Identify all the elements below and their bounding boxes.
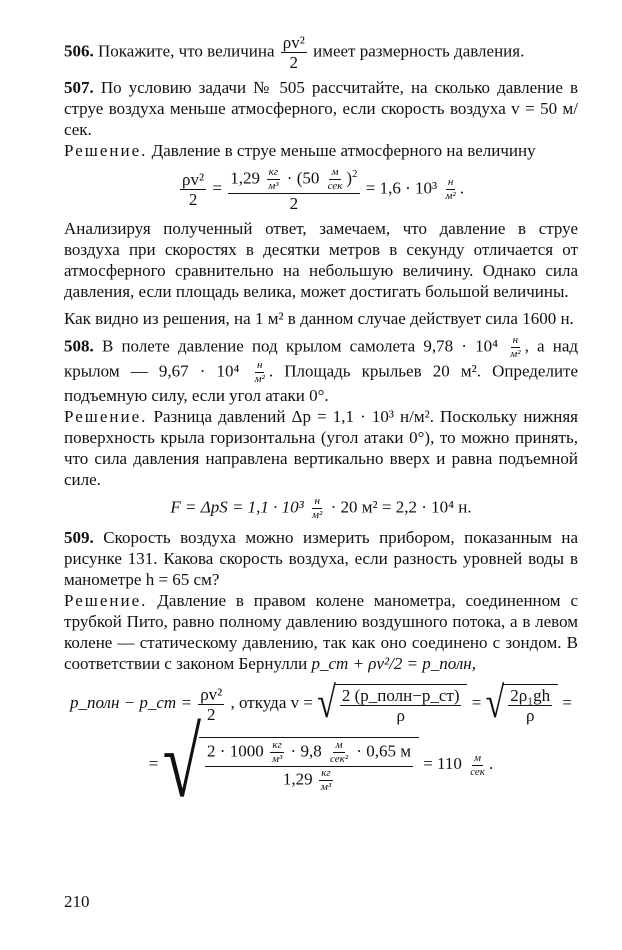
problem-506 xyxy=(64,34,578,71)
number: · 9,8 xyxy=(290,741,322,761)
problem-text: По условию задачи № 505 рассчитайте, на сколько давление в струе воздуха меньше атмосферного, если скорость воздуха v = 50 м/сек. xyxy=(64,78,578,139)
unit-den: м² xyxy=(312,509,323,521)
page-content xyxy=(64,33,579,819)
unit-den: м² xyxy=(254,373,265,385)
problem-508 xyxy=(64,335,578,406)
fraction-denominator: ρ xyxy=(525,706,535,725)
number: · 0,65 м xyxy=(356,741,411,761)
sqrt xyxy=(485,679,559,728)
unit-num: н xyxy=(314,495,320,507)
unit-den: м² xyxy=(445,190,456,202)
unit-num: н xyxy=(447,176,454,188)
radicand xyxy=(199,737,419,793)
unit-fraction xyxy=(310,496,324,521)
fraction-denominator: ρ xyxy=(396,706,405,725)
problem-text: . Площадь крыльев 20 м². Определите подъемную силу, если угол атаки 0°. xyxy=(64,361,579,405)
formula-part: F = ΔpS = 1,1 · 10³ xyxy=(170,497,304,517)
solution-509 xyxy=(64,590,578,674)
unit-den: м³ xyxy=(268,180,279,192)
fraction xyxy=(180,171,206,208)
fraction xyxy=(228,167,359,212)
formula-part: , откуда v = xyxy=(230,692,313,712)
fraction-numerator: 2ρ₁gh xyxy=(510,686,551,705)
fraction xyxy=(340,687,462,724)
unit-num: м xyxy=(331,166,339,178)
radical-icon: √ xyxy=(162,710,202,819)
unit-num: н xyxy=(256,359,263,371)
problem-text: имеет размерность давления. xyxy=(313,41,525,61)
velocity-value: 50 xyxy=(302,168,320,188)
formula-part: p_полн − p_ст = xyxy=(69,692,192,712)
fraction-denominator xyxy=(281,767,337,793)
formula-508 xyxy=(64,496,578,521)
radical-icon: √ xyxy=(317,679,336,728)
problem-507 xyxy=(64,77,578,140)
fraction-numerator xyxy=(205,740,413,767)
fraction-denominator: 2 xyxy=(289,53,299,72)
formula-result: = 1,6 · 10³ xyxy=(365,178,438,198)
unit-fraction xyxy=(266,167,280,192)
fraction-numerator: ρv² xyxy=(182,170,205,189)
unit-fraction xyxy=(253,360,267,385)
unit-num: кг xyxy=(321,767,331,779)
formula-part: · 20 м² = 2,2 · 10⁴ н. xyxy=(330,497,472,517)
problem-number: 506. xyxy=(64,41,94,61)
unit-fraction xyxy=(270,740,284,765)
fraction-numerator: ρv² xyxy=(200,684,223,704)
radicand xyxy=(502,684,558,724)
sqrt xyxy=(317,679,467,728)
coefficient: 1,29 xyxy=(230,168,260,188)
solution-text: Разница давлений Δp = 1,1 · 10³ н/м². Поскольку нижняя поверхность крыла горизонтальна (угол атаки 0°), то можно принять, что сила давления направлена вертикально вверх и равна подъемной силе. xyxy=(64,407,578,489)
unit-den: м² xyxy=(510,348,521,360)
solution-text: Давление в струе меньше атмосферного на величину xyxy=(151,141,536,160)
problem-text: , а над крылом — 9,67 · 10⁴ xyxy=(64,336,579,381)
radical-icon: √ xyxy=(485,679,505,728)
problem-text: В полете давление под крылом самолета 9,78 · 10⁴ xyxy=(101,336,499,356)
fraction-numerator: ρv² xyxy=(282,33,305,52)
fraction-denominator: 2 xyxy=(289,194,299,213)
solution-508 xyxy=(64,406,578,490)
solution-label: Решение. xyxy=(64,591,148,610)
unit-fraction xyxy=(328,740,350,765)
problem-text: Скорость воздуха можно измерить прибором, показанным на рисунке 131. Какова скорость воздуха, если разность уровней воды в манометре h = 65 см? xyxy=(64,528,578,589)
number: 2 · 1000 xyxy=(207,741,264,761)
problem-text: Покажите, что величина xyxy=(98,41,275,61)
unit-fraction xyxy=(319,768,333,793)
problem-number: 509. xyxy=(64,528,94,547)
fraction xyxy=(205,740,413,793)
solution-text: Давление в правом колене манометра, соединенном с трубкой Пито, равно полному давлению воздушного потока, а в левом колене — статическому давлению, так как оно соединено с зондом. В соответствии с законом Бернулли xyxy=(64,591,578,673)
unit-den: м³ xyxy=(320,781,332,793)
problem-509 xyxy=(64,527,578,590)
fraction-numerator: 1,29 $\frac{кг}{\text{м³}}$ · (50 $\frac{м}{\text{сек}}$ )$^2$ xyxy=(230,166,358,192)
formula-509-a: p_полн − p_ст = $\frac{\text{ρv²}}{2}$ , откуда v = √ $\frac{\text{2 (p\_полн−p\_ст)}}{\rho}$ = √ $\frac{\text{2ρ₁gh}}{\rho}$ = xyxy=(69,679,573,728)
paragraph: Анализируя полученный ответ, замечаем, что давление в струе воздуха при скоростях в десятки метров в секунду отличается от атмосферного сравнительно на небольшую величину. Однако сила давления, если площадь велика, может достигать большой величины. xyxy=(64,219,578,301)
unit-den: сек xyxy=(470,765,485,778)
fraction-denominator: 2 xyxy=(188,190,198,209)
formula-509-b: = √ 2 · 1000 $\frac{кг}{\text{м³}}$ · 9,8 $\frac{м}{\text{сек²}}$ · 0,65 м 1,29 $\frac{кг}{\text{м³}}$ = 110 $\frac{м}{\text{сек}}$ . xyxy=(148,710,494,819)
formula-result: = 110 xyxy=(423,753,462,773)
fraction-denominator: 2 xyxy=(206,704,216,724)
fraction-numerator: 2 (p_полн−p_ст) xyxy=(341,686,460,705)
unit-fraction xyxy=(508,335,522,360)
problem-number: 508. xyxy=(64,336,94,356)
unit-fraction xyxy=(443,177,457,202)
formula-507: $\frac{\text{ρv²}}{2}$ = 1,29 $\frac{кг}{\text{м³}}$ · (50 $\frac{м}{\text{сек}}$ )$^2$ 2 = 1,6 · 10³ $\frac{н}{\text{м²}}$ . xyxy=(182,166,464,213)
fraction xyxy=(198,686,224,723)
unit-num: м xyxy=(335,739,343,751)
solution-507 xyxy=(64,140,578,161)
unit-den: сек xyxy=(327,180,343,192)
unit-fraction xyxy=(326,167,345,192)
fraction xyxy=(281,34,307,71)
unit-fraction xyxy=(468,753,487,778)
unit-den: сек² xyxy=(329,753,349,765)
number: 1,29 xyxy=(282,769,313,789)
unit-num: кг xyxy=(268,166,279,178)
unit-num: м xyxy=(474,751,482,764)
paragraph: Как видно из решения, на 1 м² в данном случае действует сила 1600 н. xyxy=(64,309,574,328)
bernoulli-formula: p_ст + ρv²/2 = p_полн, xyxy=(311,654,476,673)
unit-num: н xyxy=(512,334,519,346)
problem-number: 507. xyxy=(64,78,94,97)
solution-label: Решение. xyxy=(64,141,148,160)
solution-label: Решение. xyxy=(64,407,148,426)
unit-num: кг xyxy=(272,739,282,751)
unit-den: м³ xyxy=(271,753,283,765)
page-number: 210 xyxy=(64,892,90,911)
fraction xyxy=(508,687,552,724)
radicand xyxy=(334,684,468,724)
